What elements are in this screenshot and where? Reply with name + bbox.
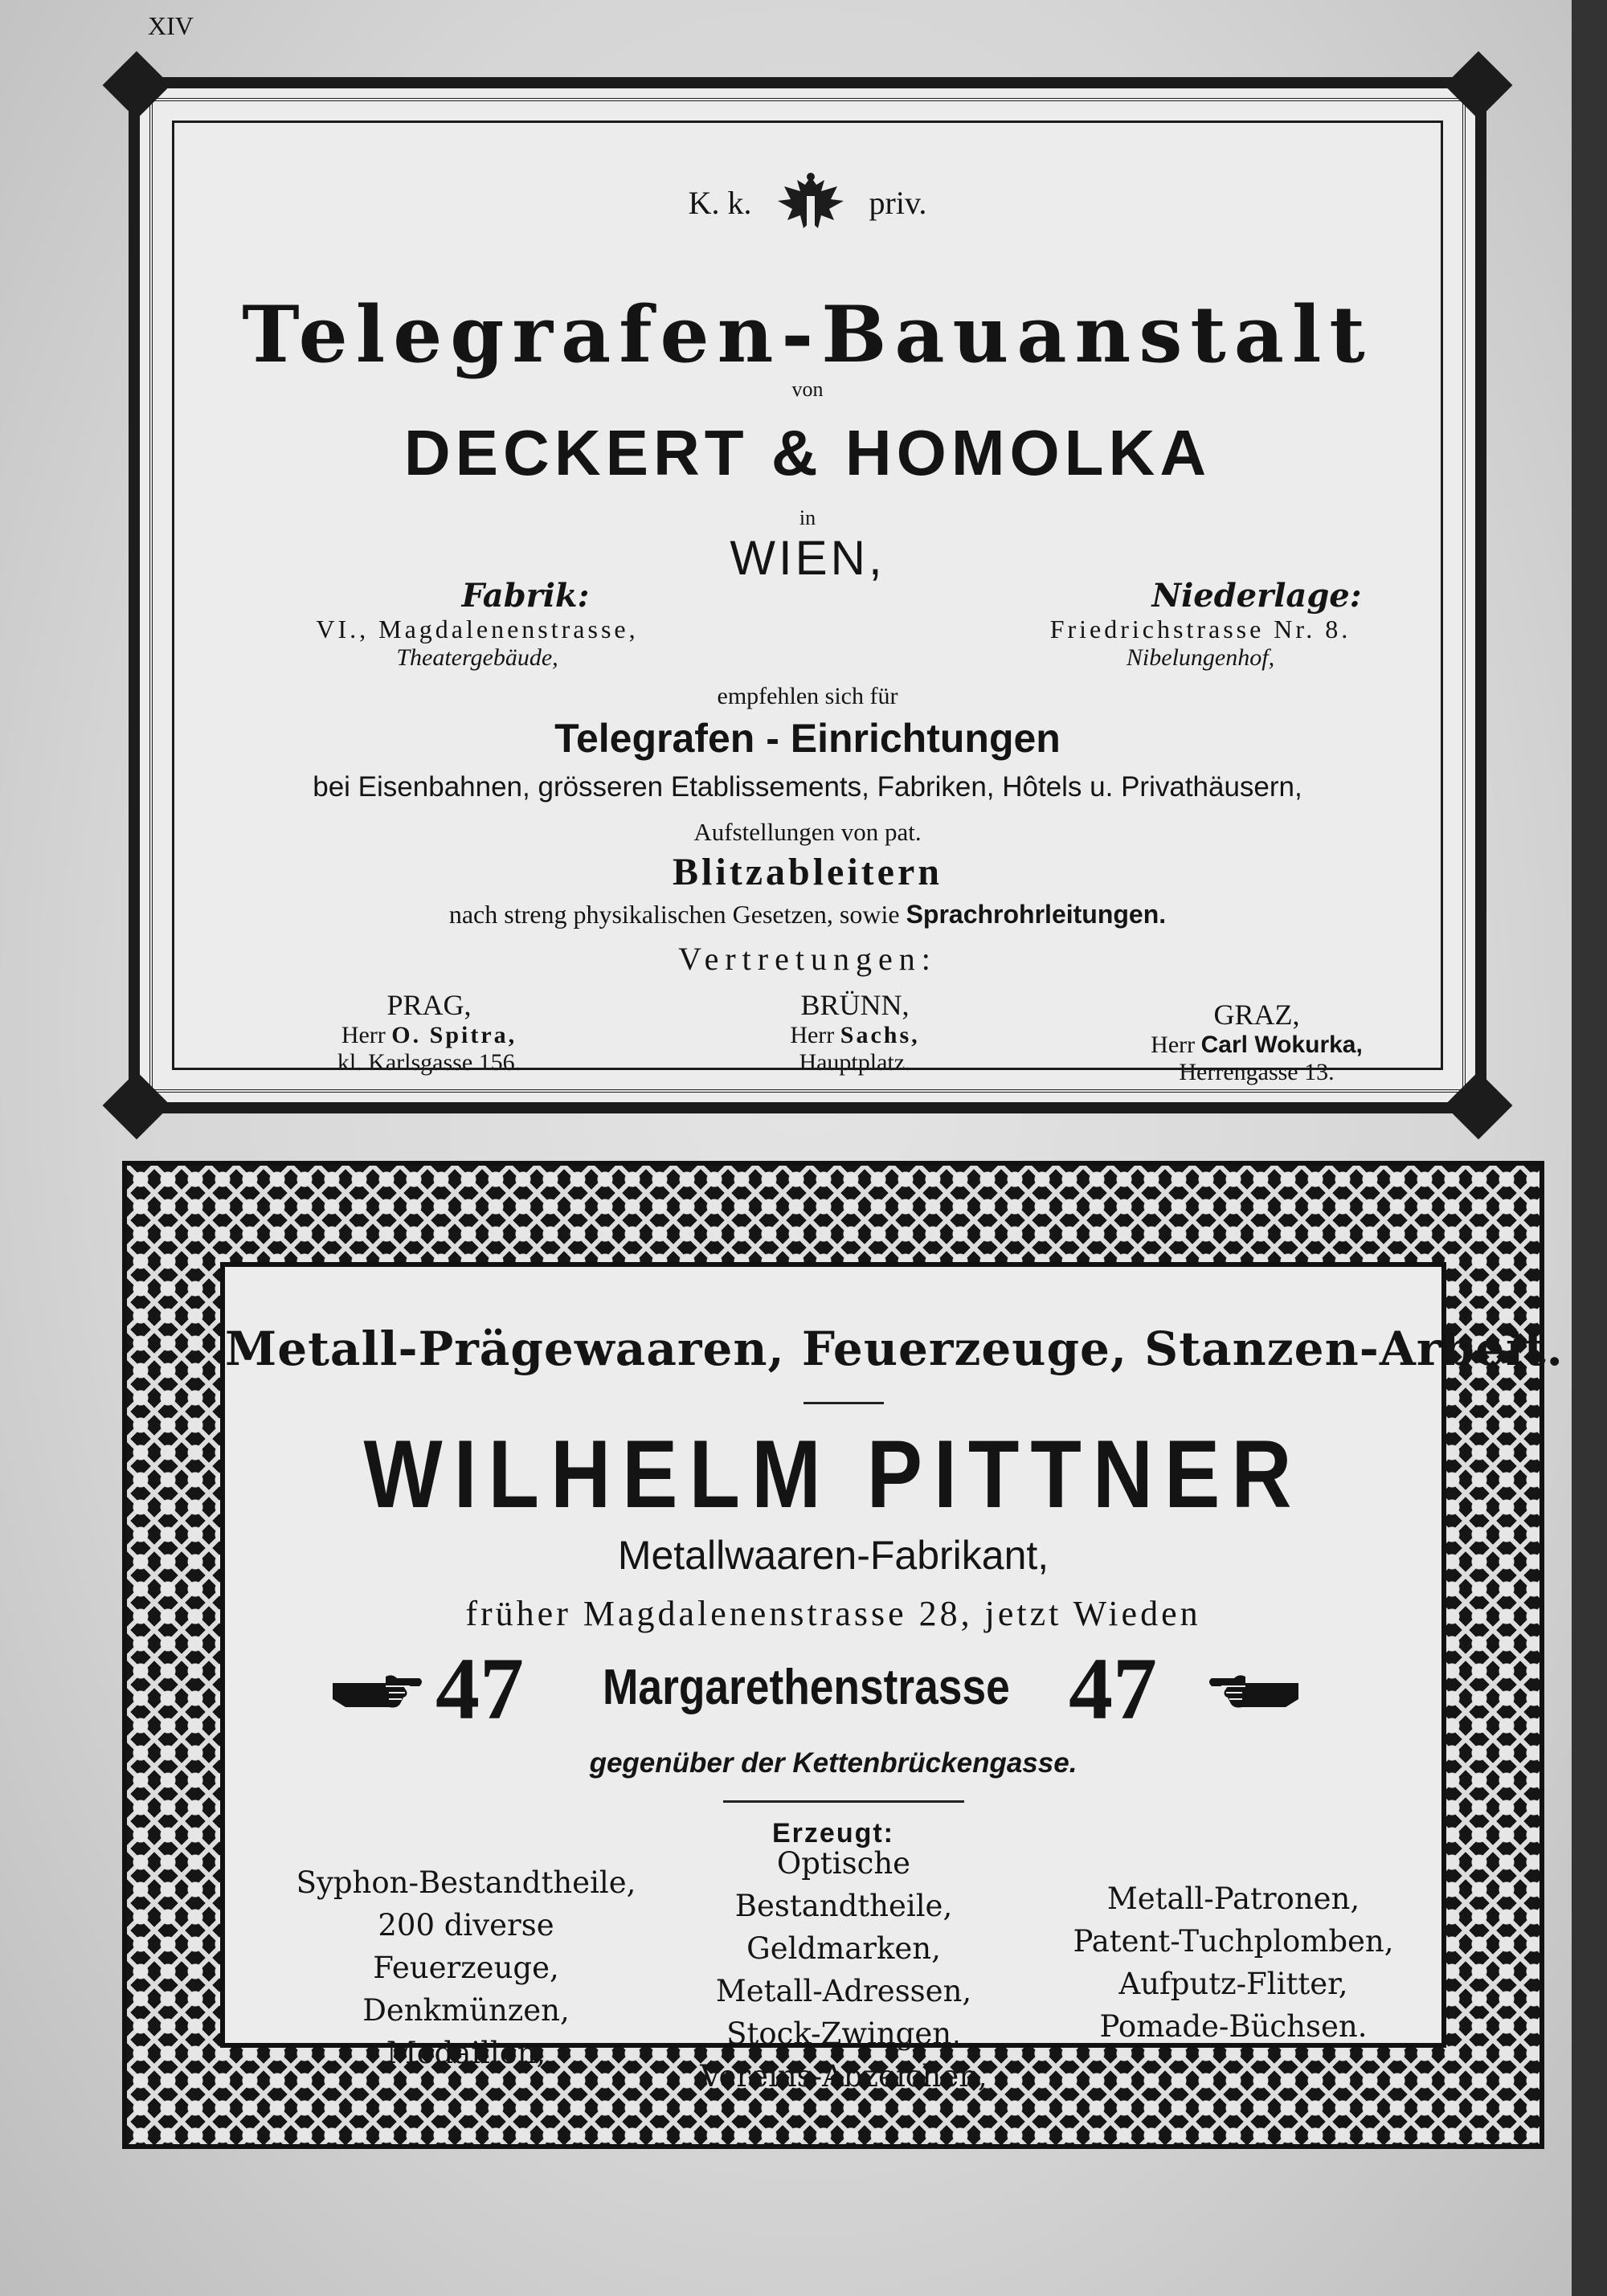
product-item: Stock-Zwingen, <box>726 2016 961 2051</box>
product-item: 200 diverse Feuerzeuge, <box>373 1908 559 1985</box>
rep-graz <box>1088 998 1425 1086</box>
products-right-column <box>1061 1877 1406 2048</box>
warehouse-block <box>992 577 1409 672</box>
house-number-right: 47 <box>1069 1640 1157 1738</box>
product-item: Vereins-Abzeichen, <box>700 2059 988 2094</box>
product-item: Geldmarken, <box>746 1931 941 1966</box>
rep-address: Herrengasse 13. <box>1179 1059 1335 1085</box>
ad1-title: Telegrafen-Bauanstalt <box>242 289 1373 380</box>
proprietor-name: WILHELM PITTNER <box>363 1421 1303 1529</box>
factory-block <box>252 577 702 672</box>
recommend-text: empfehlen sich für <box>717 683 898 709</box>
speaking-tubes-text: Sprachrohrleitungen. <box>906 900 1167 929</box>
scan-edge <box>1572 0 1607 2296</box>
rep-city: PRAG, <box>386 989 472 1021</box>
product-item: Metall-Patronen, <box>1106 1881 1360 1916</box>
frame-corner-ornament <box>1445 51 1513 120</box>
rep-address: kl. Karlsgasse 156. <box>337 1049 521 1076</box>
rep-prefix: Herr <box>341 1022 386 1048</box>
rep-brno <box>686 988 1024 1077</box>
frame-corner-ornament <box>103 1072 171 1140</box>
opposite-text: gegenüber der Kettenbrückengasse. <box>589 1747 1077 1779</box>
ad2-headline: Metall-Prägewaaren, Feuerzeuge, Stanzen-Arbeit. <box>225 1322 1564 1376</box>
divider <box>723 1800 964 1803</box>
rep-city: BRÜNN, <box>800 989 910 1021</box>
representations-heading: Vertretungen: <box>678 941 937 977</box>
firm-name: DECKERT & HOMOLKA <box>403 417 1212 488</box>
metalware-advertisement <box>122 1161 1564 2149</box>
rep-prefix: Herr <box>790 1022 835 1048</box>
divider <box>804 1402 884 1404</box>
product-item: Optische Bestandtheile, <box>734 1846 953 1923</box>
profession: Metallwaaren-Fabrikant, <box>617 1533 1049 1578</box>
telegraph-advertisement <box>129 77 1486 1113</box>
rep-name: Carl Wokurka, <box>1200 1032 1363 1058</box>
install-text: Aufstellungen von pat. <box>693 818 922 846</box>
product-item: Pomade-Büchsen. <box>1099 2009 1368 2044</box>
factory-building: Theatergebäude, <box>396 644 558 671</box>
products-middle-column <box>675 1842 1012 2098</box>
kk-priv-line <box>188 172 1427 241</box>
kk-label: K. k. <box>688 185 752 222</box>
imperial-eagle-icon <box>775 172 847 241</box>
service-heading: Telegrafen - Einrichtungen <box>554 716 1061 761</box>
priv-label: priv. <box>869 185 927 222</box>
rep-prague <box>260 988 598 1077</box>
warehouse-address: Friedrichstrasse Nr. 8. <box>1049 615 1351 643</box>
clients-text: bei Eisenbahnen, grösseren Etablissements, Fabriken, Hôtels u. Privathäusern, <box>313 771 1302 803</box>
street-name: Margarethenstrasse <box>603 1660 1010 1715</box>
products-left-column <box>289 1861 643 2074</box>
frame-corner-ornament <box>1445 1072 1513 1140</box>
product-item: Syphon-Bestandtheile, <box>296 1865 636 1900</box>
physics-text: nach streng physikalischen Gesetzen, sowie <box>448 900 900 929</box>
page-number: XIV <box>148 11 194 40</box>
ad2-content <box>220 1262 1564 2094</box>
product-item: Metall-Adressen, <box>715 1974 972 2008</box>
former-address: früher Magdalenenstrasse 28, jetzt Wieden <box>465 1594 1201 1633</box>
product-item: Aufputz-Flitter, <box>1118 1967 1348 2001</box>
pointing-hand-left-icon <box>1205 1669 1302 1712</box>
rep-city: GRAZ, <box>1213 999 1300 1031</box>
product-item: Medaillen, <box>386 2036 546 2070</box>
von-label: von <box>791 378 824 401</box>
physics-line <box>188 900 1427 929</box>
city-name: WIEN, <box>730 531 885 585</box>
factory-address: VI., Magdalenenstrasse, <box>316 615 639 643</box>
rep-prefix: Herr <box>1151 1032 1196 1058</box>
pointing-hand-right-icon <box>329 1669 426 1712</box>
lightning-rods-heading: Blitzableitern <box>673 851 943 893</box>
product-item: Patent-Tuchplomben, <box>1073 1924 1394 1959</box>
ad1-content <box>188 137 1427 1085</box>
warehouse-heading: Niederlage: <box>1151 577 1362 615</box>
frame-corner-ornament <box>103 51 171 120</box>
rep-address: Hauptplatz. <box>799 1049 911 1076</box>
warehouse-building: Nibelungenhof, <box>1126 644 1275 671</box>
house-number-left: 47 <box>435 1640 524 1738</box>
in-label: in <box>799 506 816 529</box>
rep-name: O. Spitra, <box>391 1022 517 1048</box>
produces-heading: Erzeugt: <box>772 1818 894 1849</box>
product-item: Denkmünzen, <box>362 1993 570 2028</box>
rep-name: Sachs, <box>840 1022 920 1048</box>
factory-heading: Fabrik: <box>461 577 590 615</box>
